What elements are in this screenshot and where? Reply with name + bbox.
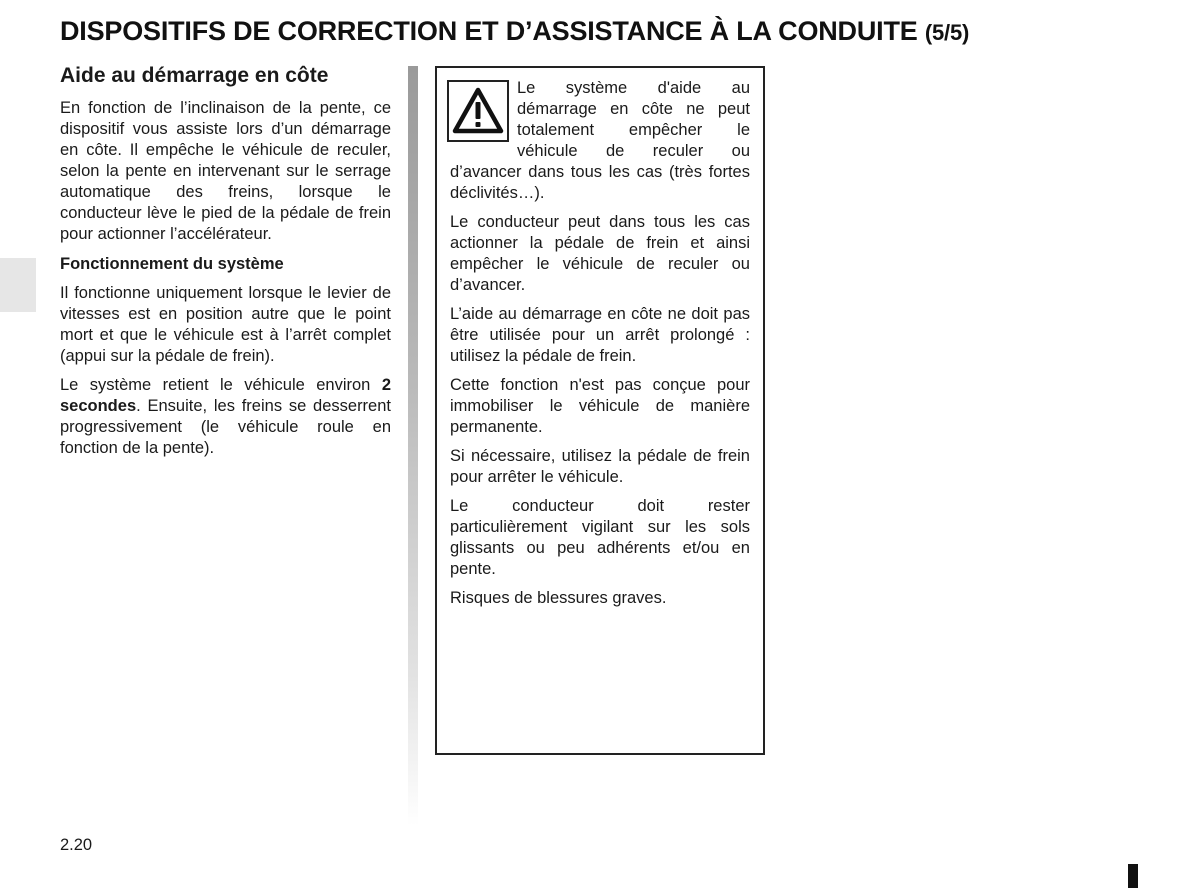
page-part-indicator: (5/5)	[924, 20, 970, 45]
hold-paragraph	[60, 375, 391, 459]
warning-triangle-icon	[447, 80, 509, 142]
page-number: 2.20	[60, 836, 93, 854]
corner-thumb-mark	[1128, 864, 1138, 888]
warning-paragraph: Le conducteur doit rester particulièrement vigilant sur les sols glissants ou peu adhérents et/ou en pente.	[450, 497, 750, 578]
chapter-tab	[0, 258, 36, 312]
warning-box	[435, 66, 765, 755]
hold-text-before: Le système retient le véhicule environ	[60, 376, 382, 394]
warning-paragraph: L’aide au démarrage en côte ne doit pas être utilisée pour un arrêt prolongé : utilisez la pédale de frein.	[450, 305, 750, 365]
page-title	[60, 16, 969, 47]
operation-paragraph: Il fonctionne uniquement lorsque le levier de vitesses est en position autre que le point mort et que le véhicule est à l’arrêt complet (appui sur la pédale de frein).	[60, 284, 391, 365]
page-title-text: DISPOSITIFS DE CORRECTION ET D’ASSISTANCE À LA CONDUITE	[60, 16, 918, 46]
warning-paragraph: Le système d'aide au démarrage en côte ne peut totalement empêcher le véhicule de reculer ou d’avancer dans tous les cas (très fortes déclivités…).	[450, 79, 750, 202]
subheading-operation: Fonctionnement du système	[60, 255, 284, 273]
left-column	[60, 62, 391, 467]
intro-paragraph: En fonction de l’inclinaison de la pente, ce dispositif vous assiste lors d’un démarrage en côte. Il empêche le véhicule de reculer, selon la pente en intervenant sur le serrage automatique des freins, lorsque le conducteur lève le pied de la pédale de frein pour actionner l’accélérateur.	[60, 99, 391, 243]
hold-duration: 2 secondes	[60, 376, 391, 415]
warning-paragraph: Si nécessaire, utilisez la pédale de frein pour arrêter le véhicule.	[450, 447, 750, 486]
warning-paragraph: Le conducteur peut dans tous les cas actionner la pédale de frein et ainsi empêcher le véhicule de reculer ou d’avancer.	[450, 213, 750, 294]
section-title: Aide au démarrage en côte	[60, 64, 329, 87]
column-divider-bar	[408, 66, 418, 826]
hold-text-after: . Ensuite, les freins se desserrent progressivement (le véhicule roule en fonction de la pente).	[60, 397, 391, 457]
warning-paragraph: Risques de blessures graves.	[450, 589, 667, 607]
warning-paragraph: Cette fonction n'est pas conçue pour immobiliser le véhicule de manière permanente.	[450, 376, 750, 436]
